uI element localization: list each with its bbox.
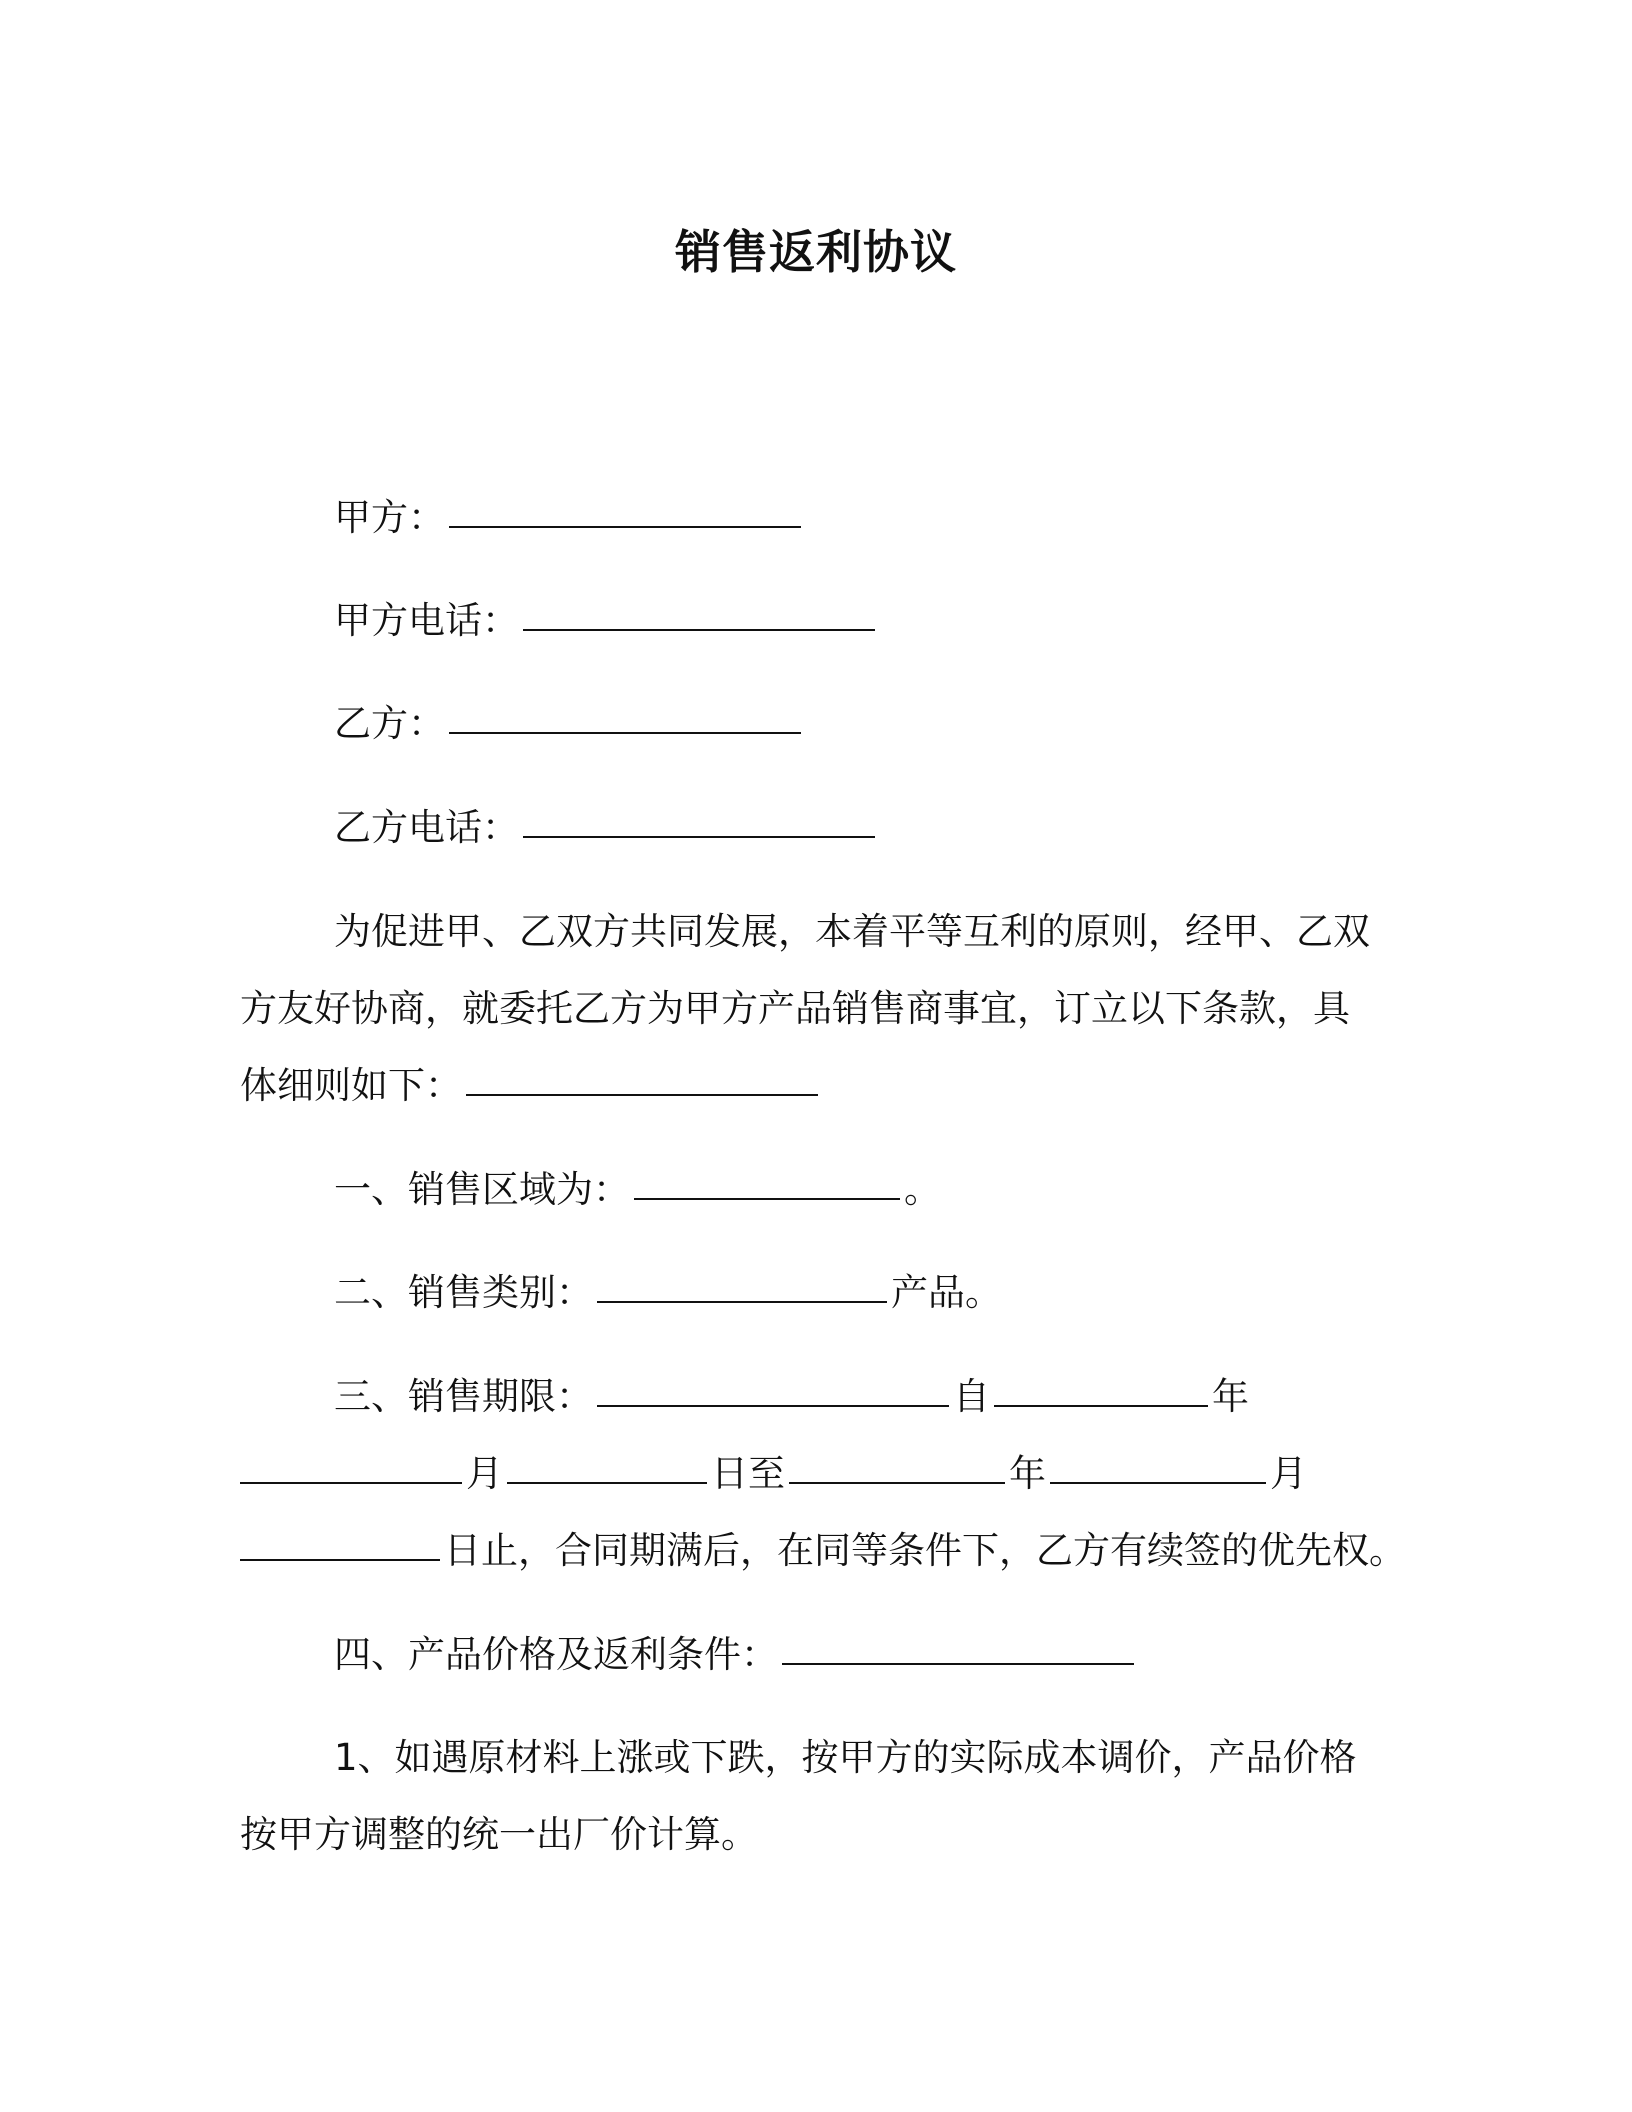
- clause-3-label: 三、销售期限：: [334, 1375, 593, 1418]
- party-b-phone-line: [334, 804, 879, 852]
- sales-term-blank[interactable]: [597, 1405, 949, 1407]
- party-b-phone-blank[interactable]: [523, 836, 875, 838]
- clause-1-line: [334, 1166, 941, 1214]
- sales-region-blank[interactable]: [634, 1198, 900, 1200]
- start-day-blank[interactable]: [507, 1482, 707, 1484]
- clause-2-end: 产品。: [891, 1271, 1002, 1314]
- clause-2-line: [334, 1269, 1002, 1317]
- party-b-line: [334, 700, 805, 748]
- intro-blank[interactable]: [466, 1094, 818, 1096]
- clause-3-line-3: [240, 1527, 1406, 1575]
- clause-3-month-1: 月: [466, 1452, 503, 1495]
- party-b-blank[interactable]: [449, 732, 801, 734]
- party-a-label: 甲方：: [334, 496, 445, 539]
- start-month-blank[interactable]: [240, 1482, 462, 1484]
- clause-3-day-to: 日至: [711, 1452, 785, 1495]
- party-b-phone-label: 乙方电话：: [334, 806, 519, 849]
- intro-line-3-text: 体细则如下：: [240, 1064, 462, 1107]
- party-a-phone-line: [334, 597, 879, 645]
- end-month-blank[interactable]: [1050, 1482, 1266, 1484]
- clause-3-from: 自: [953, 1375, 990, 1418]
- price-rebate-blank[interactable]: [782, 1663, 1134, 1665]
- clause-3-month-2: 月: [1270, 1452, 1307, 1495]
- item-1-line-1: 1、如遇原材料上涨或下跌，按甲方的实际成本调价，产品价格: [334, 1736, 1357, 1779]
- clause-3-end: 日止，合同期满后，在同等条件下，乙方有续签的优先权。: [444, 1529, 1406, 1572]
- clause-4-label: 四、产品价格及返利条件：: [334, 1633, 778, 1676]
- intro-line-2: 方友好协商，就委托乙方为甲方产品销售商事宜，订立以下条款，具: [240, 987, 1350, 1030]
- intro-line-1: 为促进甲、乙双方共同发展，本着平等互利的原则，经甲、乙双: [334, 910, 1370, 953]
- sales-category-blank[interactable]: [597, 1301, 887, 1303]
- party-b-label: 乙方：: [334, 702, 445, 745]
- clause-4-line: [334, 1631, 1138, 1679]
- start-year-blank[interactable]: [994, 1405, 1208, 1407]
- end-day-blank[interactable]: [240, 1559, 440, 1561]
- party-a-line: [334, 494, 805, 542]
- clause-3-year-2: 年: [1009, 1452, 1046, 1495]
- clause-2-label: 二、销售类别：: [334, 1271, 593, 1314]
- party-a-phone-label: 甲方电话：: [334, 599, 519, 642]
- party-a-phone-blank[interactable]: [523, 629, 875, 631]
- clause-1-end: 。: [904, 1168, 941, 1211]
- intro-line-3: [240, 1062, 822, 1110]
- document-title: 销售返利协议: [675, 225, 957, 279]
- party-a-blank[interactable]: [449, 526, 801, 528]
- clause-1-label: 一、销售区域为：: [334, 1168, 630, 1211]
- item-1-line-2: 按甲方调整的统一出厂价计算。: [240, 1813, 758, 1856]
- end-year-blank[interactable]: [789, 1482, 1005, 1484]
- clause-3-line-1: [334, 1373, 1249, 1421]
- clause-3-line-2: [240, 1450, 1307, 1498]
- clause-3-year-1: 年: [1212, 1375, 1249, 1418]
